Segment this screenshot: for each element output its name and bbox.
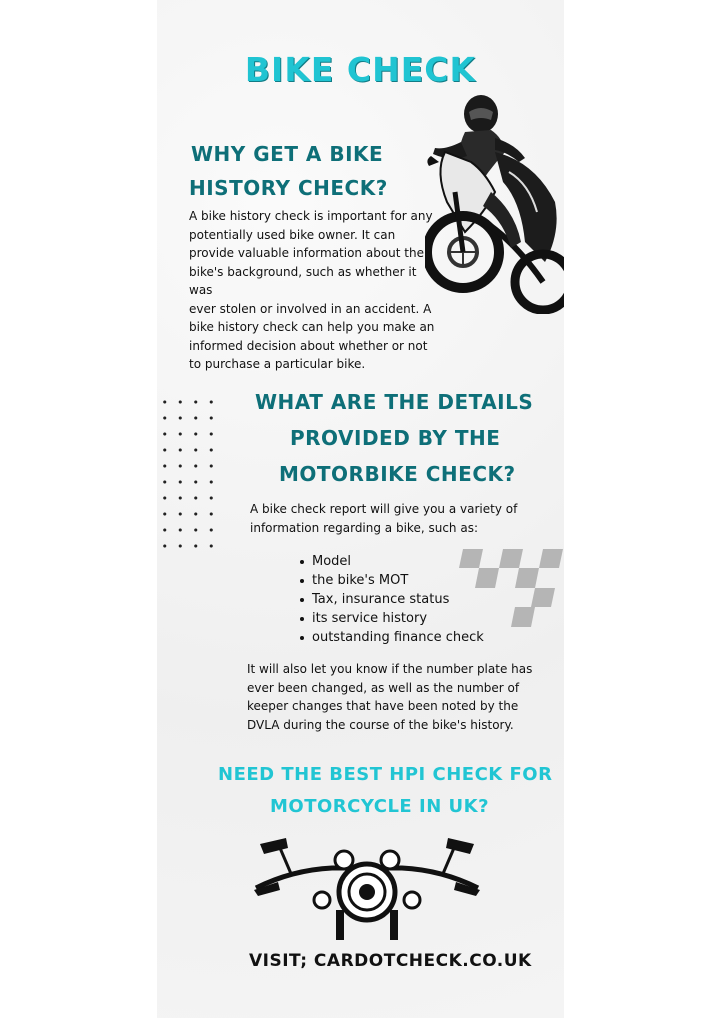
cta-heading-line1: NEED THE BEST HPI CHECK FOR xyxy=(218,764,553,785)
motorcycle-handlebar-icon xyxy=(252,830,482,940)
section1-heading-line2: HISTORY CHECK? xyxy=(189,176,388,200)
section2-heading-line1: WHAT ARE THE DETAILS xyxy=(255,390,534,414)
infographic-page xyxy=(157,0,564,1018)
sport-motorcycle-rider-icon xyxy=(425,92,564,314)
list-item: the bike's MOT xyxy=(299,571,499,590)
section2-outro-line: It will also let you know if the number plate has xyxy=(247,662,533,676)
section2-outro-line: DVLA during the course of the bike's history. xyxy=(247,717,514,732)
section1-body-line: potentially used bike owner. It can xyxy=(189,227,396,242)
section1-body-line: to purchase a particular bike. xyxy=(189,357,366,371)
section2-intro-line: A bike check report will give you a variety of xyxy=(250,502,518,516)
visit-website-text: VISIT; CARDOTCHECK.CO.UK xyxy=(249,951,532,971)
list-item: Model xyxy=(299,552,499,571)
checkered-flag-icon xyxy=(459,549,564,629)
list-item: its service history xyxy=(299,609,499,628)
section1-body-line: A bike history check is important for any xyxy=(189,209,433,223)
list-item: Tax, insurance status xyxy=(299,590,499,609)
section2-heading-line3: MOTORBIKE CHECK? xyxy=(279,462,516,486)
page-title: BIKE CHECK xyxy=(244,50,477,89)
cta-heading-line2: MOTORCYCLE IN UK? xyxy=(270,796,490,817)
section2-outro-line: ever been changed, as well as the number of xyxy=(247,680,520,695)
section1-body-line: informed decision about whether or not xyxy=(189,338,428,353)
section1-body-line: bike history check can help you make an xyxy=(189,320,435,334)
section2-outro-line: keeper changes that have been noted by the xyxy=(247,699,519,713)
section1-body xyxy=(189,207,439,374)
dot-grid-icon xyxy=(157,394,217,556)
section2-intro-line: information regarding a bike, such as: xyxy=(250,520,478,535)
section1-body-line: ever stolen or involved in an accident. A xyxy=(189,301,432,316)
section1-body-line: bike's background, such as whether it was xyxy=(189,264,417,297)
section1-body-line: provide valuable information about the xyxy=(189,246,424,260)
section2-heading-line2: PROVIDED BY THE xyxy=(290,426,501,450)
list-item: outstanding finance check xyxy=(299,628,499,647)
section1-heading-line1: WHY GET A BIKE xyxy=(191,142,384,166)
section2-outro xyxy=(247,660,547,734)
section2-intro xyxy=(250,500,540,537)
